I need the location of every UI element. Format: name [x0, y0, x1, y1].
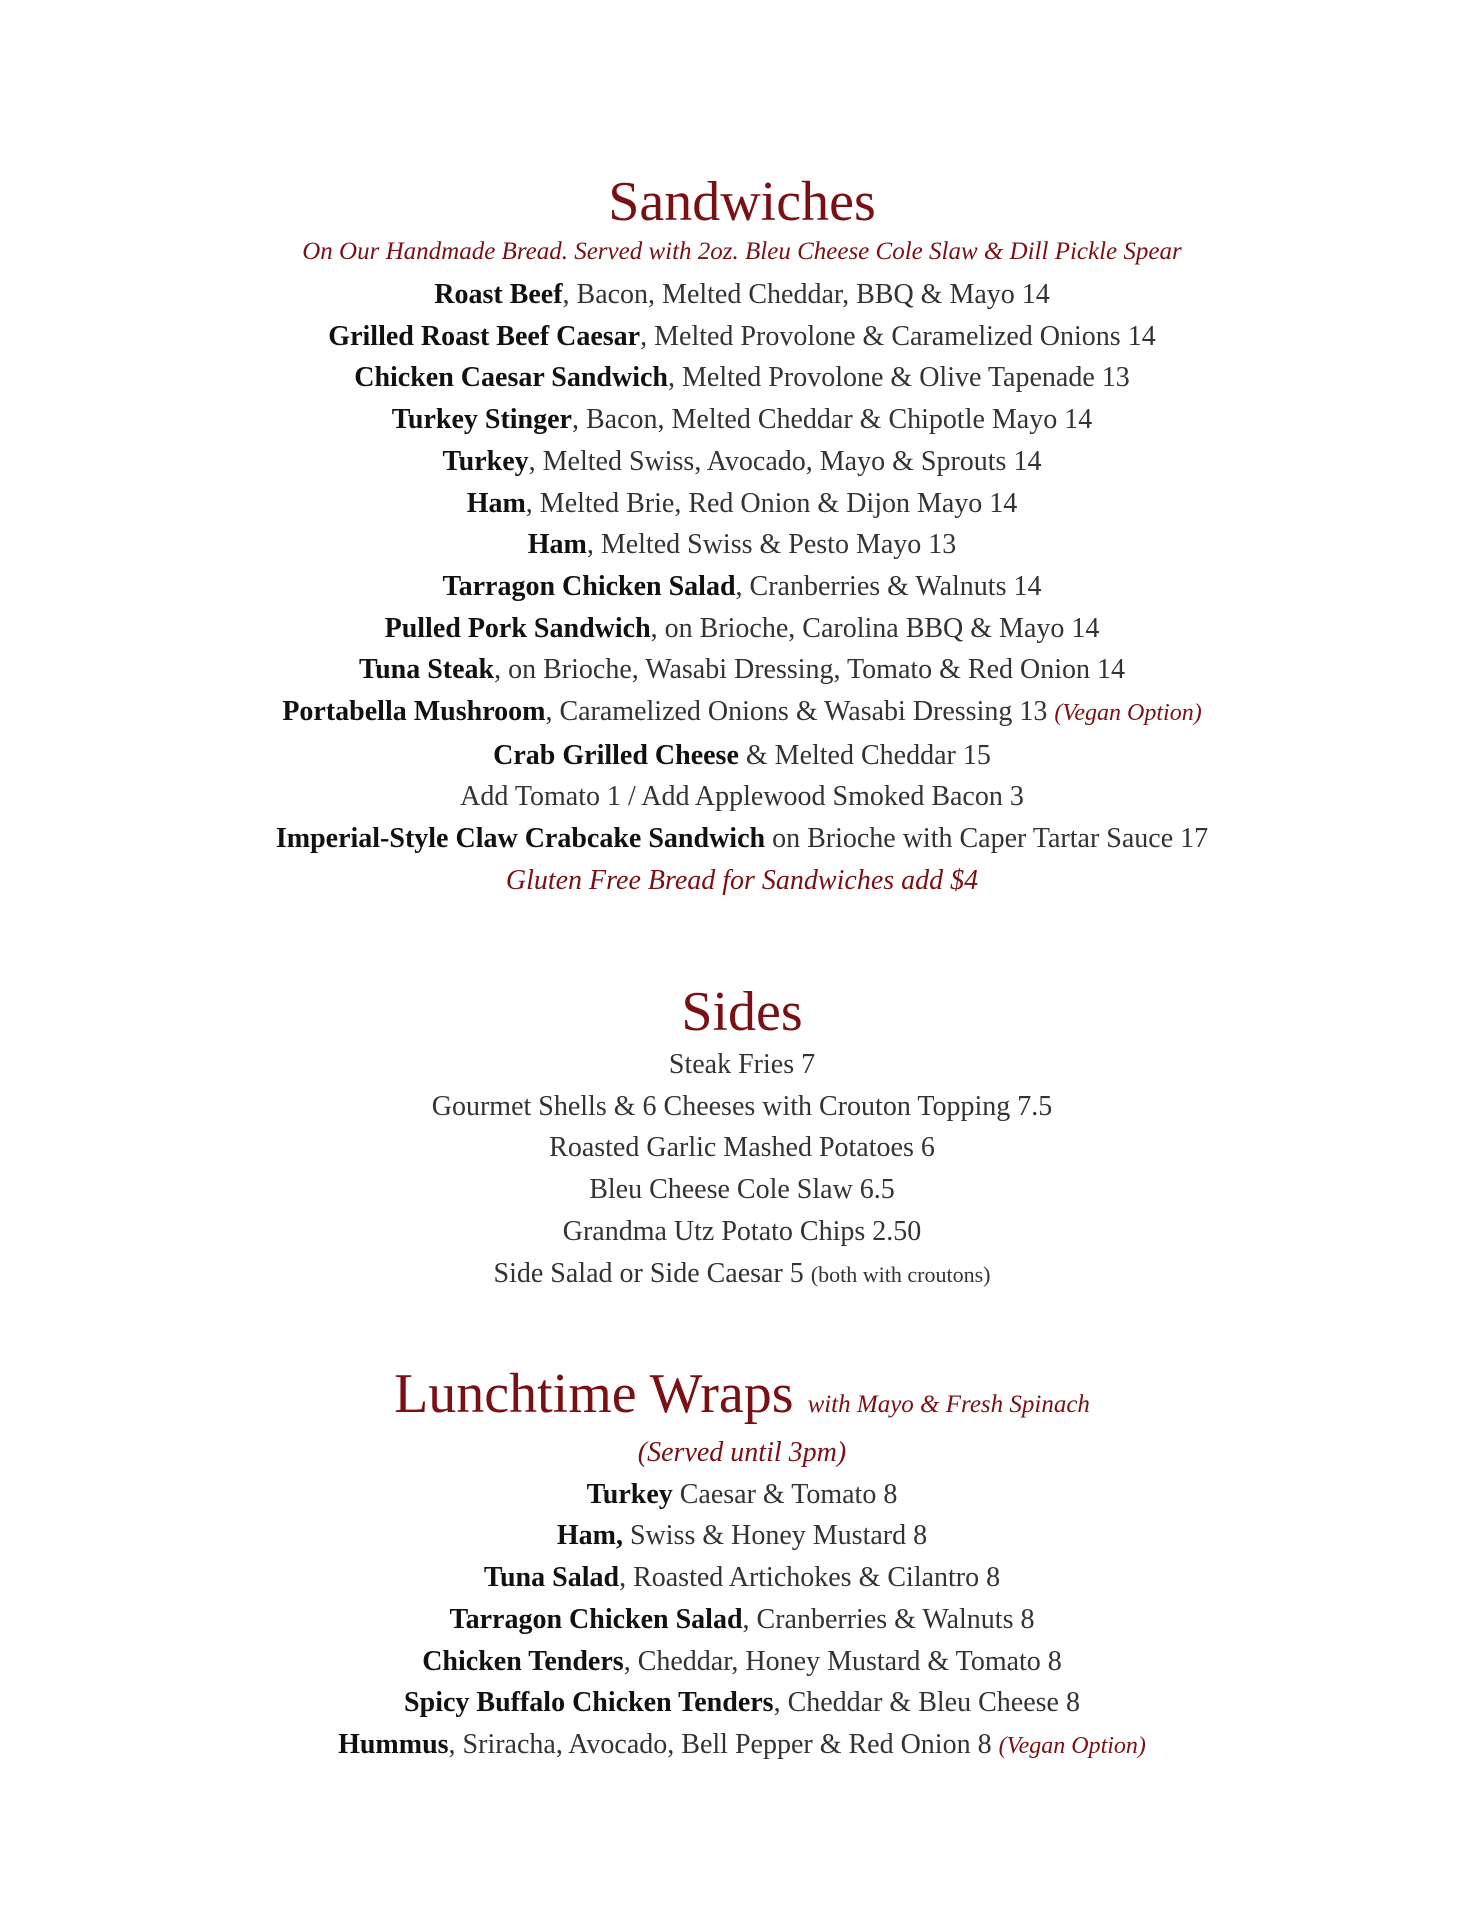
list-item: Tarragon Chicken Salad, Cranberries & Walnuts 14	[442, 570, 1042, 602]
sandwiches-subtitle: On Our Handmade Bread. Served with 2oz. Bleu Cheese Cole Slaw & Dill Pickle Spear	[302, 238, 1182, 265]
sandwiches-section	[0, 170, 1484, 902]
croutons-note: (both with croutons)	[810, 1261, 991, 1287]
list-item: Hummus, Sriracha, Avocado, Bell Pepper & Red Onion 8 (Vegan Option)	[338, 1728, 1146, 1760]
list-item: Side Salad or Side Caesar 5 (both with croutons)	[493, 1257, 991, 1289]
wraps-title: Lunchtime Wraps	[394, 1363, 794, 1425]
list-item: Add Tomato 1 / Add Applewood Smoked Bacon 3	[460, 781, 1024, 813]
sides-section	[0, 980, 1484, 1295]
wraps-header	[0, 1362, 1484, 1426]
list-item: Turkey Caesar & Tomato 8	[586, 1478, 898, 1510]
list-item: Roasted Garlic Mashed Potatoes 6	[549, 1132, 935, 1164]
list-item: Tuna Steak, on Brioche, Wasabi Dressing, Tomato & Red Onion 14	[358, 654, 1126, 686]
list-item: Chicken Tenders, Cheddar, Honey Mustard & Tomato 8	[422, 1645, 1062, 1677]
list-item: Pulled Pork Sandwich, on Brioche, Carolina BBQ & Mayo 14	[384, 612, 1100, 644]
list-item: Spicy Buffalo Chicken Tenders, Cheddar & Bleu Cheese 8	[404, 1687, 1080, 1719]
sandwiches-title: Sandwiches	[608, 171, 876, 233]
list-item: Tarragon Chicken Salad, Cranberries & Walnuts 8	[449, 1603, 1035, 1635]
gluten-free-note: Gluten Free Bread for Sandwiches add $4	[505, 864, 979, 896]
list-item: Ham, Swiss & Honey Mustard 8	[556, 1520, 928, 1552]
list-item: Imperial-Style Claw Crabcake Sandwich on Brioche with Caper Tartar Sauce 17	[275, 823, 1209, 855]
sides-title: Sides	[681, 981, 803, 1043]
wraps-section	[0, 1362, 1484, 1768]
list-item: Gourmet Shells & 6 Cheeses with Crouton Topping 7.5	[431, 1090, 1053, 1122]
list-item: Turkey, Melted Swiss, Avocado, Mayo & Sprouts 14	[442, 445, 1042, 477]
list-item: Crab Grilled Cheese & Melted Cheddar 15	[493, 739, 991, 771]
list-item: Steak Fries 7	[668, 1049, 816, 1080]
list-item: Portabella Mushroom, Caramelized Onions & Wasabi Dressing 13 (Vegan Option)	[282, 696, 1202, 728]
list-item: Grilled Roast Beef Caesar, Melted Provolone & Caramelized Onions 14	[328, 320, 1156, 352]
served-until-note: (Served until 3pm)	[637, 1437, 847, 1468]
list-item: Bleu Cheese Cole Slaw 6.5	[589, 1174, 895, 1206]
list-item: Turkey Stinger, Bacon, Melted Cheddar & Chipotle Mayo 14	[391, 404, 1093, 436]
list-item: Tuna Salad, Roasted Artichokes & Cilantro 8	[483, 1562, 1001, 1594]
wraps-list	[0, 1474, 1484, 1768]
vegan-option-note: (Vegan Option)	[998, 1732, 1146, 1759]
sides-list	[0, 1044, 1484, 1295]
list-item: Chicken Caesar Sandwich, Melted Provolone & Olive Tapenade 13	[354, 362, 1130, 394]
wraps-subtitle: with Mayo & Fresh Spinach	[807, 1391, 1090, 1418]
sandwiches-list	[0, 274, 1484, 860]
vegan-option-note: (Vegan Option)	[1054, 700, 1202, 727]
list-item: Ham, Melted Brie, Red Onion & Dijon Mayo 14	[466, 487, 1018, 519]
list-item: Roast Beef, Bacon, Melted Cheddar, BBQ & Mayo 14	[434, 279, 1050, 310]
list-item: Grandma Utz Potato Chips 2.50	[562, 1215, 922, 1247]
list-item: Ham, Melted Swiss & Pesto Mayo 13	[527, 529, 957, 561]
